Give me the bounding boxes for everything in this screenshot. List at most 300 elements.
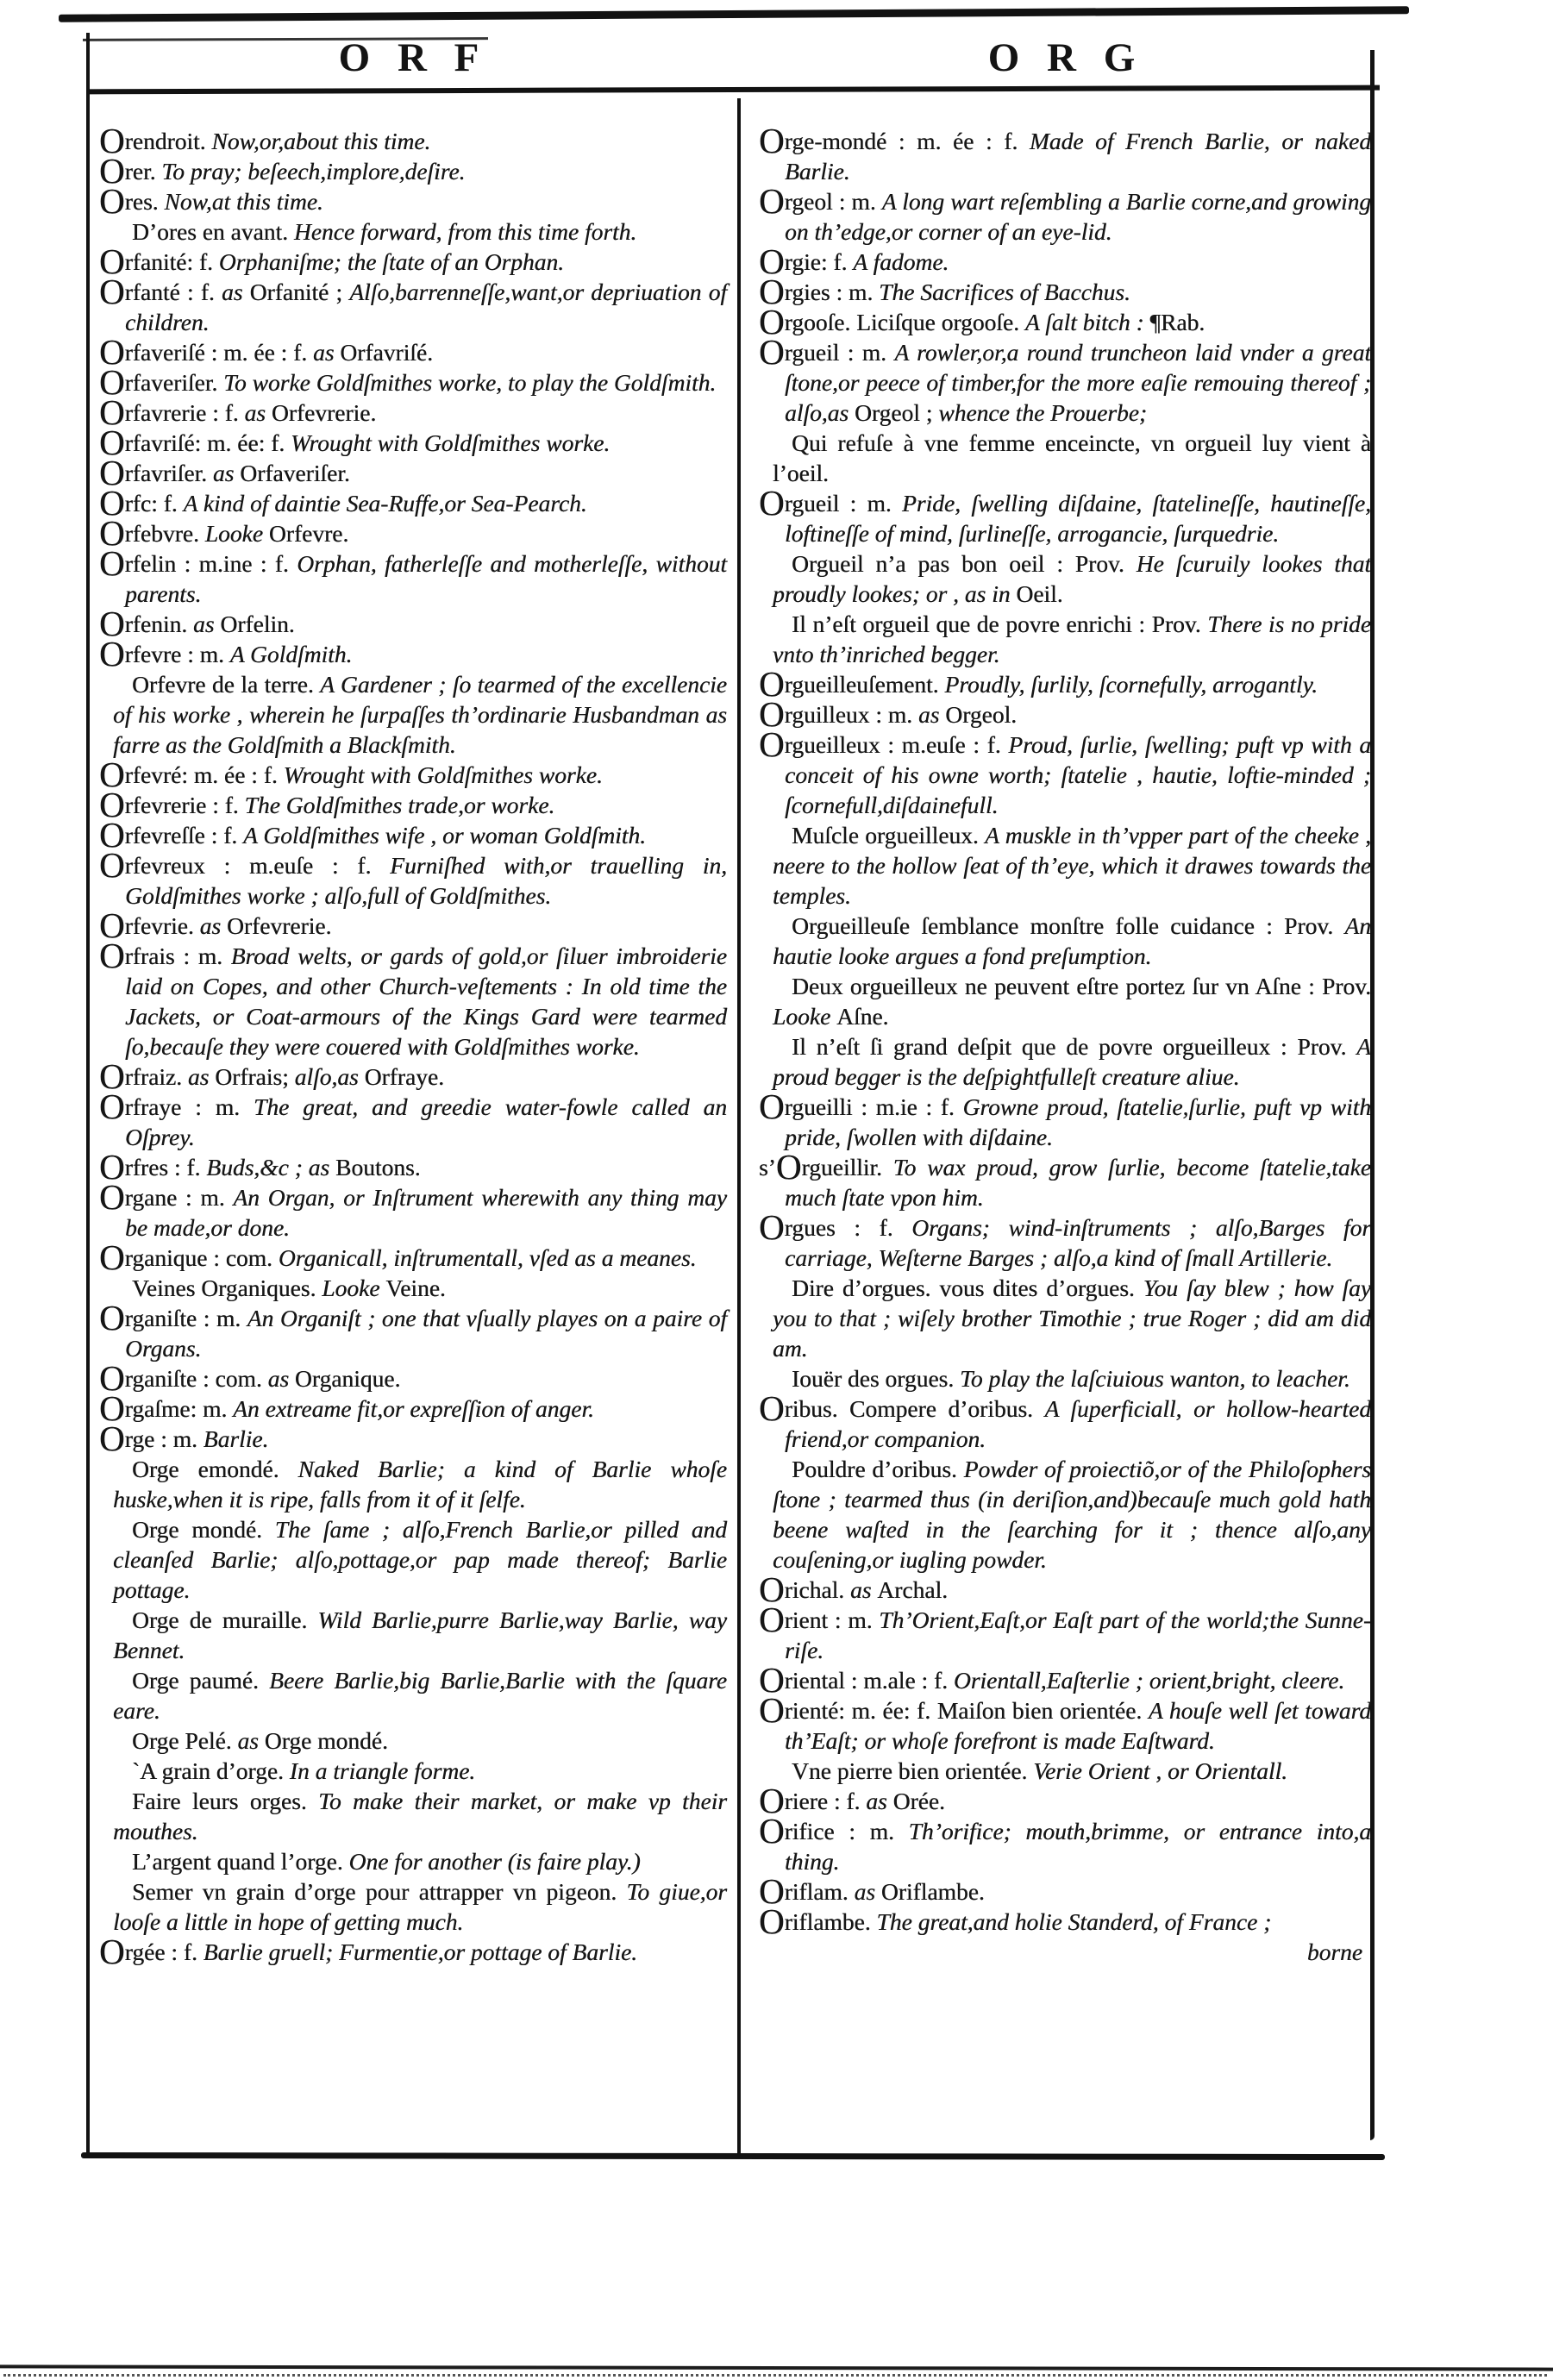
- entry-text-segment: as: [244, 399, 272, 426]
- entry-text-segment: O: [759, 1087, 785, 1126]
- entry-text-segment: To worke Goldſmithes worke, to play the Goldſmith.: [223, 369, 717, 396]
- entry-text-segment: rge : m.: [124, 1425, 204, 1452]
- entry-text-segment: as: [866, 1788, 893, 1814]
- entry-text-segment: Faire leurs orges.: [132, 1788, 319, 1814]
- entry-text-segment: rfavriſer.: [124, 460, 213, 486]
- dictionary-entry: [759, 724, 1372, 820]
- entry-text-segment: rfevré: m. ée : f.: [124, 761, 284, 788]
- entry-text-segment: Semer vn grain d’orge pour attrapper vn pigeon.: [132, 1878, 627, 1905]
- entry-text-segment: ¶Rab.: [1149, 309, 1205, 335]
- entry-text-segment: rienté: m. ée: f. Maiſon bien orientée.: [784, 1697, 1149, 1724]
- dictionary-entry: [99, 483, 727, 523]
- dictionary-entry: [99, 1454, 727, 1514]
- entry-text-segment: O: [99, 1388, 125, 1428]
- entry-text-segment: rgane : m.: [124, 1184, 234, 1211]
- entry-text-segment: O: [99, 513, 125, 553]
- dictionary-entry: [99, 1177, 728, 1243]
- entry-text-segment: ribus. Compere d’oribus.: [784, 1395, 1045, 1422]
- entry-text-segment: rgeol : m.: [784, 188, 882, 215]
- dictionary-entry: [759, 664, 1371, 704]
- scan-edge-line: [0, 2364, 1553, 2371]
- entry-text-segment: Organique.: [294, 1365, 401, 1392]
- dictionary-entry: [99, 241, 727, 281]
- entry-text-segment: Deux orgueilleux ne peuvent eſtre portez ſur vn Aſne : Prov.: [792, 973, 1371, 999]
- dictionary-entry: [759, 121, 1371, 186]
- entry-text-segment: as: [849, 1576, 878, 1603]
- entry-text-segment: Looke: [773, 1003, 837, 1030]
- entry-text-segment: O: [99, 785, 125, 824]
- dictionary-entry: [99, 905, 727, 945]
- entry-text-segment: Orfrais;: [215, 1063, 295, 1090]
- entry-text-segment: O: [99, 905, 125, 945]
- entry-text-segment: O: [759, 1901, 785, 1941]
- dictionary-entry: [759, 1690, 1371, 1756]
- entry-text-segment: rfevreſſe : f.: [124, 822, 244, 849]
- entry-text-segment: rgooſe. Liciſque orgooſe.: [784, 309, 1025, 335]
- dictionary-entry: [99, 936, 727, 1062]
- entry-text-segment: rer.: [124, 158, 162, 185]
- entry-text-segment: Dire d’orgues. vous dites d’orgues.: [792, 1275, 1143, 1301]
- dictionary-entry: [99, 1147, 727, 1187]
- entry-text-segment: Buds,&c ; as: [206, 1154, 336, 1181]
- entry-text-segment: Vne pierre bien orientée.: [792, 1757, 1034, 1784]
- entry-text-segment: There is no pride vnto th’inriched begger.: [773, 611, 1371, 667]
- entry-text-segment: rfanté : f.: [124, 279, 222, 305]
- entry-text-segment: as: [854, 1878, 881, 1905]
- dictionary-entry: [759, 820, 1371, 911]
- entry-text-segment: Naked Barlie; a kind of Barlie whoſe huske,when it is ripe, falls from it of it ſelfe.: [113, 1456, 728, 1513]
- entry-text-segment: Verie Orient , or Orientall.: [1033, 1757, 1288, 1784]
- entry-text-segment: The great,and holie Standerd, of France ;: [876, 1908, 1272, 1935]
- entry-text-segment: Orge de muraille.: [132, 1606, 318, 1633]
- dictionary-entry: [99, 272, 728, 337]
- dictionary-entry: [99, 423, 727, 462]
- entry-text-segment: A fadome.: [853, 248, 949, 275]
- entry-text-segment: rgueilleuſement.: [784, 671, 945, 698]
- entry-text-segment: Orge paumé.: [132, 1667, 270, 1694]
- catchword: [759, 1937, 1371, 1967]
- entry-text-segment: Orgueilleuſe ſemblance monſtre folle cuidance : Prov.: [792, 912, 1345, 939]
- entry-text-segment: To play the laſciuious wanton, to leacher.: [960, 1365, 1350, 1392]
- dictionary-entry: [99, 151, 727, 191]
- dictionary-entry: [99, 845, 728, 911]
- entry-text-segment: To wax proud, grow ſurlie, become ſtatelie,take much ſtate vpon him.: [785, 1154, 1371, 1211]
- entry-text-segment: rfevreux : m.euſe : f.: [124, 852, 391, 879]
- entry-text-segment: Organicall, inſtrumentall, vſed as a meanes.: [278, 1244, 697, 1271]
- scan-edge-dotted-line: [3, 2374, 1547, 2377]
- entry-text-segment: as: [312, 339, 341, 366]
- entry-text-segment: Orée.: [892, 1788, 945, 1814]
- entry-text-segment: Looke: [204, 520, 269, 547]
- dictionary-entry: [759, 1031, 1371, 1092]
- entry-text-segment: rgaſme: m.: [124, 1395, 234, 1422]
- dictionary-entry: [759, 694, 1371, 734]
- entry-text-segment: Qui refuſe à vne femme enceincte, vn orgueil luy vient à l’oeil.: [773, 429, 1371, 486]
- entry-text-segment: L’argent quand l’orge.: [132, 1848, 349, 1875]
- entry-text-segment: rguilleux : m.: [784, 701, 918, 728]
- entry-text-segment: O: [99, 1419, 125, 1458]
- entry-text-segment: rgueillir.: [801, 1154, 893, 1181]
- entry-text-segment: whence the Prouerbe;: [938, 399, 1148, 426]
- entry-text-segment: rfaveriſé : m. ée : f.: [124, 339, 313, 366]
- entry-text-segment: An Organiſt ; one that vſually playes on a paire of Organs.: [125, 1305, 727, 1362]
- dictionary-entry: [759, 1901, 1371, 1941]
- entry-text-segment: A long wart reſembling a Barlie corne,and growing on th’edge,or corner of an eye-lid.: [785, 188, 1372, 245]
- dictionary-entry: [99, 392, 727, 432]
- entry-text-segment: Il n’eſt orgueil que de povre enrichi : Prov.: [792, 611, 1208, 637]
- entry-text-segment: A ſalt bitch :: [1024, 309, 1150, 335]
- entry-text-segment: To giue,or looſe a little in hope of getting much.: [113, 1878, 728, 1935]
- entry-text-segment: Orgeol.: [945, 701, 1018, 728]
- entry-text-segment: O: [759, 1690, 785, 1730]
- dictionary-entry: [759, 1147, 1371, 1212]
- dictionary-entry: [759, 428, 1371, 488]
- dictionary-entry: [99, 1298, 727, 1363]
- dictionary-entry: [99, 216, 727, 247]
- entry-text-segment: Orgueil n’a pas bon oeil : Prov.: [792, 550, 1137, 577]
- entry-text-segment: riental : m.ale : f.: [784, 1667, 954, 1694]
- dictionary-entry: [759, 332, 1371, 428]
- entry-text-segment: O: [759, 241, 785, 281]
- entry-text-segment: rfres : f.: [124, 1154, 207, 1181]
- entry-text-segment: Now,or,about this time.: [211, 128, 431, 154]
- entry-text-segment: An Organ, or Inſtrument wherewith any thing may be made,or done.: [125, 1184, 728, 1241]
- entry-text-segment: A kind of daintie Sea-Ruffe,or Sea-Pearch.: [183, 490, 587, 517]
- entry-text-segment: O: [99, 845, 125, 885]
- dictionary-entry: [99, 543, 727, 609]
- dictionary-entry: [759, 1273, 1371, 1363]
- entry-text-segment: rge-mondé : m. ée : f.: [784, 128, 1030, 154]
- left-column: [99, 121, 728, 1971]
- entry-text-segment: riere : f.: [784, 1788, 867, 1814]
- entry-text-segment: O: [99, 1932, 125, 1971]
- entry-text-segment: Oeil.: [1016, 580, 1063, 607]
- entry-text-segment: To make their market, or make vp their mouthes.: [113, 1788, 727, 1845]
- entry-text-segment: A rowler,or,a round truncheon laid vnder a great ſtone,or peece of timber,for the more eaſie remouing thereof ; alſo,as: [785, 339, 1371, 426]
- entry-text-segment: rfraiz.: [124, 1063, 188, 1090]
- entry-text-segment: as: [212, 460, 241, 486]
- entry-text-segment: O: [775, 1147, 802, 1187]
- entry-text-segment: as: [187, 1063, 216, 1090]
- entry-text-segment: Pouldre d’oribus.: [792, 1456, 964, 1482]
- entry-text-segment: Orgeol ;: [854, 399, 939, 426]
- entry-text-segment: O: [759, 724, 785, 764]
- entry-text-segment: Orphan, fatherleſſe and motherleſſe, without parents.: [125, 550, 727, 607]
- entry-text-segment: Iouër des orgues.: [792, 1365, 960, 1392]
- dictionary-entry: [99, 1665, 727, 1726]
- dictionary-entry: [759, 272, 1371, 311]
- entry-text-segment: He ſcuruily lookes that proudly lookes; or , as in: [773, 550, 1371, 607]
- header-rule: [88, 85, 1380, 95]
- dictionary-entry: [99, 1419, 727, 1458]
- dictionary-entry: [759, 548, 1371, 609]
- dictionary-entry: [99, 634, 727, 673]
- dictionary-entry: [99, 453, 727, 492]
- entry-text-segment: Orge emondé.: [132, 1456, 298, 1482]
- entry-text-segment: riflambe.: [784, 1908, 877, 1935]
- entry-text-segment: rfrais : m.: [124, 943, 231, 969]
- entry-text-segment: richal.: [784, 1576, 850, 1603]
- dictionary-entry: [99, 1514, 727, 1605]
- entry-text-segment: O: [99, 1147, 125, 1187]
- dictionary-entry: [759, 1600, 1371, 1665]
- entry-text-segment: The ſame ; alſo,French Barlie,or pilled and cleanſed Barlie; alſo,pottage,or pap made thereof; Barlie pottage.: [113, 1516, 727, 1603]
- entry-text-segment: O: [99, 362, 125, 402]
- dictionary-entry: [759, 609, 1371, 669]
- entry-text-segment: rgueilli : m.ie : f.: [784, 1093, 963, 1120]
- dictionary-entry: [99, 1056, 727, 1096]
- entry-text-segment: Powder of proiectiõ,or of the Philoſophers ſtone ; tearmed thus (in deriſion,and)becauſe much gold hath beene waſted in the ſearching for it ; thence alſo,any couſening,or iugling powder.: [773, 1456, 1371, 1573]
- dictionary-entry: [99, 1358, 727, 1398]
- entry-text-segment: O: [99, 1177, 125, 1217]
- entry-text-segment: O: [759, 694, 785, 734]
- page-top-border: [59, 6, 1409, 22]
- entry-text-segment: Boutons.: [335, 1154, 421, 1181]
- entry-text-segment: Orfevrerie.: [226, 912, 332, 939]
- entry-text-segment: Veine.: [385, 1275, 446, 1301]
- entry-text-segment: as: [267, 1365, 295, 1392]
- dictionary-entry: [759, 1087, 1372, 1152]
- entry-text-segment: In a triangle forme.: [289, 1757, 476, 1784]
- entry-text-segment: Orfaveriſer.: [240, 460, 350, 486]
- entry-text-segment: s’: [759, 1154, 776, 1181]
- dictionary-entry: [759, 1207, 1371, 1273]
- entry-text-segment: Orge mondé.: [264, 1727, 388, 1754]
- entry-text-segment: Aſne.: [836, 1003, 889, 1030]
- entry-text-segment: Orfelin.: [220, 611, 295, 637]
- entry-text-segment: Made of French Barlie, or naked Barlie.: [785, 128, 1371, 185]
- entry-text-segment: O: [99, 151, 125, 191]
- entry-text-segment: O: [99, 241, 125, 281]
- entry-text-segment: rifice : m.: [784, 1818, 909, 1845]
- entry-text-segment: O: [759, 1388, 785, 1428]
- entry-text-segment: rfc: f.: [124, 490, 184, 517]
- entry-text-segment: A Goldſmithes wife , or woman Goldſmith.: [243, 822, 647, 849]
- dictionary-entry: [99, 1756, 727, 1786]
- dictionary-entry: [99, 1237, 727, 1277]
- entry-text-segment: O: [759, 302, 785, 341]
- entry-text-segment: A houſe well ſet toward th’Eaſt; or whoſe forefront is made Eaſtward.: [785, 1697, 1371, 1754]
- entry-text-segment: O: [759, 332, 785, 372]
- dictionary-entry: [99, 513, 727, 553]
- entry-text-segment: The Goldſmithes trade,or worke.: [244, 792, 555, 818]
- entry-text-segment: O: [99, 543, 125, 583]
- dictionary-entry: [99, 181, 727, 221]
- entry-text-segment: Orfavriſé.: [340, 339, 433, 366]
- entry-text-segment: rgueilleux : m.euſe : f.: [784, 731, 1009, 758]
- entry-text-segment: Hence forward, from this time forth.: [293, 218, 637, 245]
- entry-text-segment: A muskle in th’vpper part of the cheeke , neere to the hollow ſeat of th’eye, which it drawes towards the temples.: [773, 822, 1372, 909]
- entry-text-segment: O: [99, 815, 125, 855]
- page-bottom-border: [81, 2152, 1385, 2160]
- entry-text-segment: D’ores en avant.: [132, 218, 294, 245]
- entry-text-segment: Orge Pelé.: [132, 1727, 238, 1754]
- dictionary-entry: [99, 1605, 727, 1665]
- entry-text-segment: Wrought with Goldſmithes worke.: [283, 761, 603, 788]
- dictionary-entry: [759, 1811, 1371, 1876]
- entry-text-segment: O: [99, 483, 125, 523]
- entry-text-segment: O: [759, 1569, 785, 1609]
- entry-text-segment: Orphaniſme; the ſtate of an Orphan.: [218, 248, 565, 275]
- entry-text-segment: riflam.: [784, 1878, 855, 1905]
- dictionary-entry: [99, 815, 727, 855]
- entry-text-segment: O: [99, 1237, 125, 1277]
- entry-text-segment: O: [99, 181, 125, 221]
- entry-text-segment: An hautie looke argues a fond preſumption.: [773, 912, 1371, 969]
- dictionary-entry: [99, 1846, 727, 1876]
- dictionary-entry: [99, 755, 727, 794]
- entry-text-segment: Il n’eſt ſi grand deſpit que de povre orgueilleux : Prov.: [792, 1033, 1357, 1060]
- entry-text-segment: rganiſte : m.: [124, 1305, 247, 1331]
- entry-text-segment: rgie: f.: [784, 248, 854, 275]
- dictionary-entry: [99, 362, 727, 402]
- entry-text-segment: as: [917, 701, 946, 728]
- entry-text-segment: O: [759, 181, 785, 221]
- entry-text-segment: O: [99, 1056, 125, 1096]
- entry-text-segment: O: [759, 121, 785, 160]
- entry-text-segment: rfaveriſer.: [124, 369, 224, 396]
- dictionary-entry: [759, 1756, 1371, 1786]
- entry-text-segment: O: [759, 1811, 785, 1851]
- entry-text-segment: Alſo,barrenneſſe,want,or depriuation of children.: [125, 279, 728, 335]
- entry-text-segment: Orfevre.: [268, 520, 349, 547]
- entry-text-segment: rfevre : m.: [124, 641, 230, 667]
- entry-text-segment: O: [99, 121, 125, 160]
- entry-text-segment: rgueil : m.: [784, 339, 895, 366]
- column-divider: [737, 98, 741, 2154]
- entry-text-segment: Orfraye.: [364, 1063, 444, 1090]
- dictionary-entry: [99, 1388, 727, 1428]
- entry-text-segment: Wrought with Goldſmithes worke.: [291, 429, 611, 456]
- entry-text-segment: as: [193, 611, 221, 637]
- entry-text-segment: Orge mondé.: [132, 1516, 275, 1543]
- entry-text-segment: Barlie gruell; Furmentie,or pottage of Barlie.: [203, 1938, 638, 1965]
- entry-text-segment: rfavriſé: m. ée: f.: [124, 429, 291, 456]
- entry-text-segment: The great, and greedie water-fowle called an Oſprey.: [125, 1093, 727, 1150]
- dictionary-entry: [99, 1273, 727, 1303]
- entry-text-segment: To pray; beſeech,implore,deſire.: [161, 158, 466, 185]
- dictionary-entry: [99, 1786, 727, 1846]
- entry-text-segment: borne: [1306, 1938, 1362, 1965]
- entry-text-segment: Beere Barlie,big Barlie,Barlie with the ſquare eare.: [113, 1667, 727, 1724]
- dictionary-entry: [759, 1388, 1371, 1454]
- entry-text-segment: alſo,as: [294, 1063, 365, 1090]
- dictionary-entry: [759, 1781, 1371, 1820]
- entry-text-segment: rient : m.: [784, 1606, 880, 1633]
- entry-text-segment: O: [99, 936, 125, 975]
- entry-text-segment: Barlie.: [203, 1425, 269, 1452]
- entry-text-segment: O: [759, 664, 785, 704]
- entry-text-segment: Veines Organiques.: [132, 1275, 322, 1301]
- entry-text-segment: A proud begger is the deſpightfulleſt creature aliue.: [773, 1033, 1371, 1090]
- entry-text-segment: Furniſhed with,or trauelling in, Goldſmithes worke ; alſo,full of Goldſmithes.: [125, 852, 728, 909]
- entry-text-segment: Organs; wind-inſtruments ; alſo,Barges for carriage, Weſterne Barges ; alſo,a kind of ſmall Artillerie.: [785, 1214, 1371, 1271]
- entry-text-segment: rfebvre.: [124, 520, 205, 547]
- entry-text-segment: res.: [124, 188, 165, 215]
- entry-text-segment: O: [99, 1087, 125, 1126]
- entry-text-segment: The Sacrifices of Bacchus.: [879, 279, 1130, 305]
- dictionary-entry: [99, 1876, 727, 1937]
- entry-text-segment: O: [99, 1358, 125, 1398]
- dictionary-entry: [99, 121, 727, 160]
- entry-text-segment: O: [99, 392, 125, 432]
- entry-text-segment: rfevrie.: [124, 912, 200, 939]
- entry-text-segment: Archal.: [877, 1576, 948, 1603]
- entry-text-segment: rfenin.: [124, 611, 194, 637]
- entry-text-segment: Th’orifice; mouth,brimme, or entrance into,a thing.: [785, 1818, 1371, 1875]
- entry-text-segment: Growne proud, ſtatelie,ſurlie, puft vp with pride, ſwollen with diſdaine.: [785, 1093, 1372, 1150]
- entry-text-segment: rgues : f.: [784, 1214, 912, 1241]
- entry-text-segment: Pride, ſwelling diſdaine, ſtatelineſſe, hautineſſe, loftineſſe of mind, ſurlineſſe, arrogancie, ſurquedrie.: [785, 490, 1372, 547]
- entry-text-segment: rgies : m.: [784, 279, 880, 305]
- entry-text-segment: O: [99, 604, 125, 643]
- dictionary-entry: [99, 332, 727, 372]
- entry-text-segment: Wild Barlie,purre Barlie,way Barlie, way Bennet.: [113, 1606, 727, 1663]
- entry-text-segment: `A grain d’orge.: [132, 1757, 290, 1784]
- entry-text-segment: O: [759, 483, 785, 523]
- entry-text-segment: O: [99, 272, 125, 311]
- entry-text-segment: rfraye : m.: [124, 1093, 254, 1120]
- entry-text-segment: A ſuperficiall, or hollow-hearted friend,or companion.: [785, 1395, 1371, 1452]
- entry-text-segment: One for another (is faire play.): [348, 1848, 641, 1875]
- entry-text-segment: rfelin : m.ine : f.: [124, 550, 297, 577]
- entry-text-segment: A Goldſmith.: [229, 641, 353, 667]
- dictionary-entry: [99, 669, 727, 760]
- entry-text-segment: O: [99, 332, 125, 372]
- dictionary-entry: [99, 1726, 727, 1756]
- dictionary-entry: [759, 971, 1371, 1031]
- dictionary-entry: [99, 785, 727, 824]
- entry-text-segment: Orfanité ;: [249, 279, 350, 305]
- entry-text-segment: rgueil : m.: [784, 490, 902, 517]
- entry-text-segment: O: [759, 272, 785, 311]
- entry-text-segment: as: [221, 279, 250, 305]
- entry-text-segment: O: [759, 1207, 785, 1247]
- dictionary-entry: [759, 241, 1371, 281]
- entry-text-segment: Orfevrerie.: [271, 399, 377, 426]
- entry-text-segment: Looke: [322, 1275, 386, 1301]
- left-column-header: O R F: [338, 35, 488, 80]
- entry-text-segment: rfevrerie : f.: [124, 792, 245, 818]
- entry-text-segment: rganiſte : com.: [124, 1365, 268, 1392]
- entry-text-segment: O: [759, 1781, 785, 1820]
- dictionary-entry: [99, 604, 727, 643]
- right-column-header: O R G: [987, 35, 1144, 80]
- entry-text-segment: O: [759, 1871, 785, 1911]
- entry-text-segment: A Gardener ; ſo tearmed of the excellencie of his worke , wherein he ſurpaſſes th’ordinarie Husbandman as farre as the Goldſmith a Blackſmith.: [113, 671, 727, 758]
- entry-text-segment: rendroit.: [124, 128, 212, 154]
- dictionary-entry: [759, 911, 1371, 971]
- entry-text-segment: O: [99, 634, 125, 673]
- entry-text-segment: An extreame fit,or expreſſion of anger.: [233, 1395, 594, 1422]
- dictionary-entry: [759, 1871, 1371, 1911]
- entry-text-segment: Th’Orient,Eaſt,or Eaſt part of the world;the Sunne-riſe.: [785, 1606, 1371, 1663]
- entry-text-segment: Proud, ſurlie, ſwelling; puft vp with a conceit of his owne worth; ſtatelie , hautie, loftie-minded ; ſcornefull,diſdainefull.: [785, 731, 1372, 818]
- dictionary-entry: [759, 1363, 1371, 1394]
- entry-text-segment: Oriflambe.: [880, 1878, 985, 1905]
- entry-text-segment: Orfevre de la terre.: [132, 671, 321, 698]
- page-left-border: [86, 33, 90, 2156]
- entry-text-segment: Now,at this time.: [164, 188, 323, 215]
- dictionary-entry: [759, 302, 1371, 341]
- entry-text-segment: rgée : f.: [124, 1938, 204, 1965]
- dictionary-entry: [759, 1660, 1371, 1700]
- entry-text-segment: O: [99, 453, 125, 492]
- dictionary-entry: [99, 1932, 727, 1971]
- entry-text-segment: Proudly, ſurlily, ſcornefully, arrogantly.: [944, 671, 1318, 698]
- entry-text-segment: rfavrerie : f.: [124, 399, 245, 426]
- dictionary-entry: [759, 483, 1372, 548]
